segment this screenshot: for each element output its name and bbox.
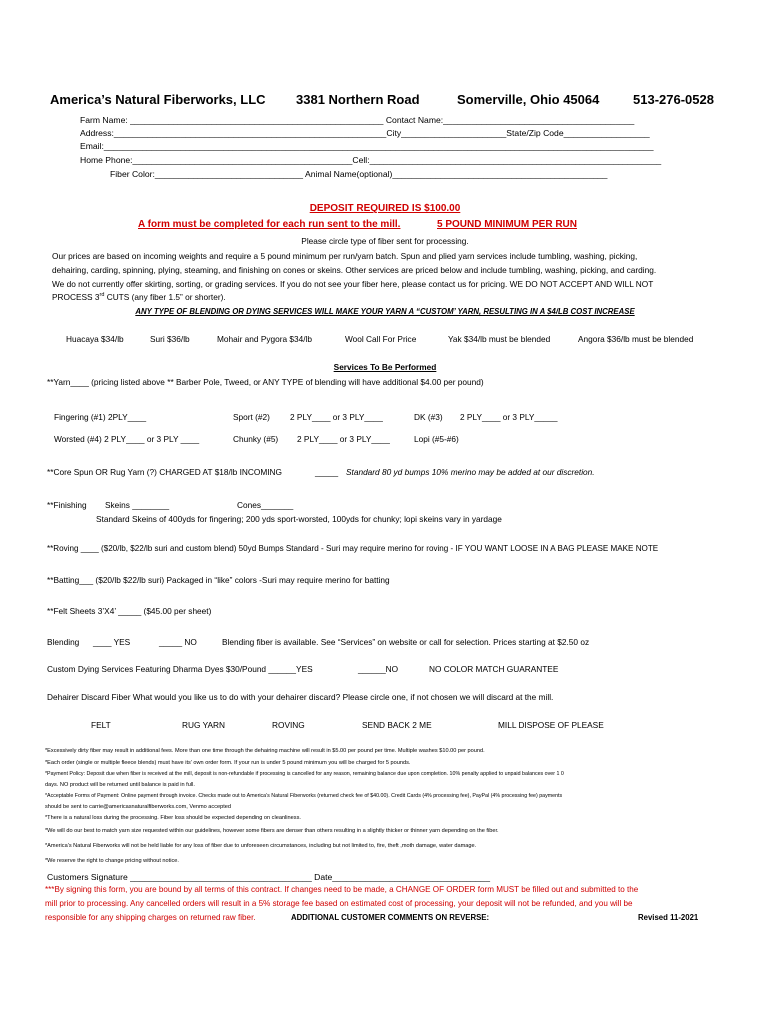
contract-warning-2: mill prior to processing. Any cancelled orders will result in a 5% storage fee based on estimated cost of processing, your deposit will not be refunded, and you will be (45, 899, 633, 908)
note-payment-policy-2: days. NO product will be returned until balance is paid in full. (45, 782, 195, 788)
dehairer-question: Dehairer Discard Fiber What would you like us to do with your dehairer discard? Please circle one, if not chosen we will discard at the mill. (47, 692, 554, 702)
intro-line-4b: CUTS (any fiber 1.5” or shorter). (104, 292, 226, 302)
contract-warning-1: ***By signing this form, you are bound by all terms of this contract. If changes need to be made, a CHANGE OF ORDER form MUST be filled out and submitted to the (45, 885, 639, 894)
blending-no[interactable]: _____ NO (159, 637, 197, 647)
email-field[interactable]: Email:___________________________________________________________________________________________________________________ (80, 141, 654, 151)
company-address: 3381 Northern Road (296, 92, 420, 107)
chunky-label: Chunky (#5) (233, 434, 279, 444)
note-liability: *America’s Natural Fiberworks will not be held liable for any loss of fiber due to unforeseen circumstances, including but not limited to, fire, theft ,moth damage, water damage. (45, 843, 477, 849)
sport-label: Sport (#2) (233, 412, 270, 422)
circle-instruction: Please circle type of fiber sent for processing. (301, 236, 469, 246)
discard-rug-yarn[interactable]: RUG YARN (182, 720, 226, 730)
fiber-wool[interactable]: Wool Call For Price (345, 334, 417, 344)
fingering-option[interactable]: Fingering (#1) 2PLY____ (54, 412, 147, 422)
discard-roving[interactable]: ROVING (272, 720, 305, 730)
finishing-label: **Finishing (47, 500, 87, 510)
address-field[interactable]: Address:_________________________________________________________City______________________State/Zip Code__________________ (80, 128, 650, 138)
cones-option[interactable]: Cones_______ (237, 500, 294, 510)
farm-contact-field[interactable]: Farm Name: _____________________________________________________ Contact Name:________________________________________ (80, 115, 635, 125)
company-city: Somerville, Ohio 45064 (457, 92, 600, 107)
fiber-angora[interactable]: Angora $36/lb must be blended (578, 334, 694, 344)
intro-line-1: Our prices are based on incoming weights and require a 5 pound minimum per run/yarn batch. Spun and plied yarn services include tumbling, washing, picking, (52, 251, 638, 261)
intro-line-3: We do not currently offer skirting, sorting, or grading services. If you do not see your fiber here, please contact us for pricing. WE DO NOT ACCEPT AND WILL NOT (52, 279, 654, 289)
note-natural-loss: *There is a natural loss during the processing. Fiber loss should be expected depending on cleanliness. (45, 815, 301, 821)
discard-felt[interactable]: FELT (91, 720, 111, 730)
chunky-ply-option[interactable]: 2 PLY____ or 3 PLY____ (297, 434, 390, 444)
phone-field[interactable]: Home Phone:______________________________________________Cell:_____________________________________________________________ (80, 155, 662, 165)
intro-line-4-sup: rd (99, 292, 105, 299)
company-name: America’s Natural Fiberworks, LLC (50, 92, 266, 107)
skeins-option[interactable]: Skeins ________ (105, 500, 170, 510)
dye-service-no[interactable]: ______NO (358, 664, 399, 674)
minimum-note: 5 POUND MINIMUM PER RUN (437, 219, 578, 230)
deposit-title: DEPOSIT REQUIRED IS $100.00 (309, 203, 461, 214)
discard-mill-dispose[interactable]: MILL DISPOSE OF PLEASE (498, 720, 604, 730)
note-pricing: *We reserve the right to change pricing without notice. (45, 858, 179, 864)
dye-service-yes[interactable]: Custom Dying Services Featuring Dharma Dyes $30/Pound ______YES (47, 664, 313, 674)
dk-label: DK (#3) (414, 412, 443, 422)
dk-ply-option[interactable]: 2 PLY____ or 3 PLY_____ (460, 412, 558, 422)
yarn-service[interactable]: **Yarn____ (pricing listed above ** Barber Pole, Tweed, or ANY TYPE of blending will have additional $4.00 per pound) (47, 377, 484, 387)
note-payment-forms: *Acceptable Forms of Payment: Online payment through invoice. Checks made out to America’s Natural Fiberworks (returned check fee of $40.00). Credit Cards (4% processing fee), PayPal (4% processing fee) payments (45, 793, 563, 799)
core-spun-blank[interactable]: _____ (315, 467, 339, 477)
batting-service[interactable]: **Batting___ ($20/lb $22/lb suri) Packaged in “like” colors -Suri may require merino for batting (47, 575, 390, 585)
fiber-yak[interactable]: Yak $34/lb must be blended (448, 334, 551, 344)
note-payment-policy: *Payment Policy: Deposit due when fiber is received at the mill, deposit is non-refundable if processing is cancelled for any reason, remaining balance due upon completion. 10% penalty applied to unpaid balances over 1 0 (45, 771, 564, 777)
note-order-form: *Each order (single or multiple fleece blends) must have its’ own order form. If your run is under 5 pound minimum you will be charged for 5 pounds. (45, 760, 411, 766)
services-title: Services To Be Performed (333, 362, 437, 372)
core-spun-note: Standard 80 yd bumps 10% merino may be added at our discretion. (346, 467, 595, 477)
signature-date-field[interactable]: Customers Signature ______________________________________ Date_________________________________ (47, 872, 490, 882)
fiber-huacaya[interactable]: Huacaya $34/lb (66, 334, 124, 344)
core-spun-service[interactable]: **Core Spun OR Rug Yarn (?) CHARGED AT $18/lb INCOMING (47, 467, 283, 477)
lopi-option[interactable]: Lopi (#5-#6) (414, 434, 459, 444)
fiber-mohair-pygora[interactable]: Mohair and Pygora $34/lb (217, 334, 313, 344)
intro-line-2: dehairing, carding, spinning, plying, steaming, and finishing on cones or skeins. Other services are priced below and include tumbling, washing, picking, and carding. (52, 265, 657, 275)
note-dirty-fiber: *Excessively dirty fiber may result in additional fees. More than one time through the dehairing machine will result in $5.00 per pound per time. Multiple washes $10.00 per pound. (45, 748, 485, 754)
no-color-match: NO COLOR MATCH GUARANTEE (429, 664, 559, 674)
revision-date: Revised 11-2021 (638, 913, 699, 922)
fiber-color-field[interactable]: Fiber Color:_______________________________ Animal Name(optional)_____________________________________________ (110, 169, 608, 179)
discard-send-back[interactable]: SEND BACK 2 ME (362, 720, 432, 730)
blending-label: Blending (47, 637, 80, 647)
blending-note: Blending fiber is available. See “Services” on website or call for selection. Prices starting at $2.50 oz (222, 637, 590, 647)
note-payment-forms-2: should be sent to carrie@americasnaturalfiberworks.com, Venmo accepted (45, 804, 232, 810)
blending-yes[interactable]: ____ YES (93, 637, 131, 647)
sport-ply-option[interactable]: 2 PLY____ or 3 PLY____ (290, 412, 383, 422)
note-yarn-size: *We will do our best to match yarn size requested within our guidelines, however some fibers are denser than others resulting in a slightly thicker or thinner yarn depending on the fiber. (45, 828, 499, 834)
roving-service[interactable]: **Roving ____ ($20/lb, $22/lb suri and custom blend) 50yd Bumps Standard - Suri may require merino for roving - IF YOU WANT LOOSE IN A BAG PLEASE MAKE NOTE (47, 544, 659, 553)
additional-comments-note: ADDITIONAL CUSTOMER COMMENTS ON REVERSE: (291, 913, 490, 922)
form-required-note: A form must be completed for each run sent to the mill. (138, 219, 401, 230)
fiber-suri[interactable]: Suri $36/lb (150, 334, 190, 344)
contract-warning-3: responsible for any shipping charges on returned raw fiber. (45, 913, 256, 922)
felt-sheets-service[interactable]: **Felt Sheets 3’X4’ _____ ($45.00 per sheet) (47, 606, 212, 616)
worsted-option[interactable]: Worsted (#4) 2 PLY____ or 3 PLY ____ (54, 434, 200, 444)
intro-line-4a: PROCESS 3 (52, 292, 100, 302)
company-phone: 513-276-0528 (633, 92, 714, 107)
skein-note: Standard Skeins of 400yds for fingering; 200 yds sport-worsted, 100yds for chunky; lopi skeins vary in yardage (96, 514, 502, 524)
blend-warning: ANY TYPE OF BLENDING OR DYING SERVICES WILL MAKE YOUR YARN A “CUSTOM’ YARN, RESULTING IN A $4/LB COST INCREASE (135, 307, 635, 316)
intro-line-4 (52, 292, 226, 302)
